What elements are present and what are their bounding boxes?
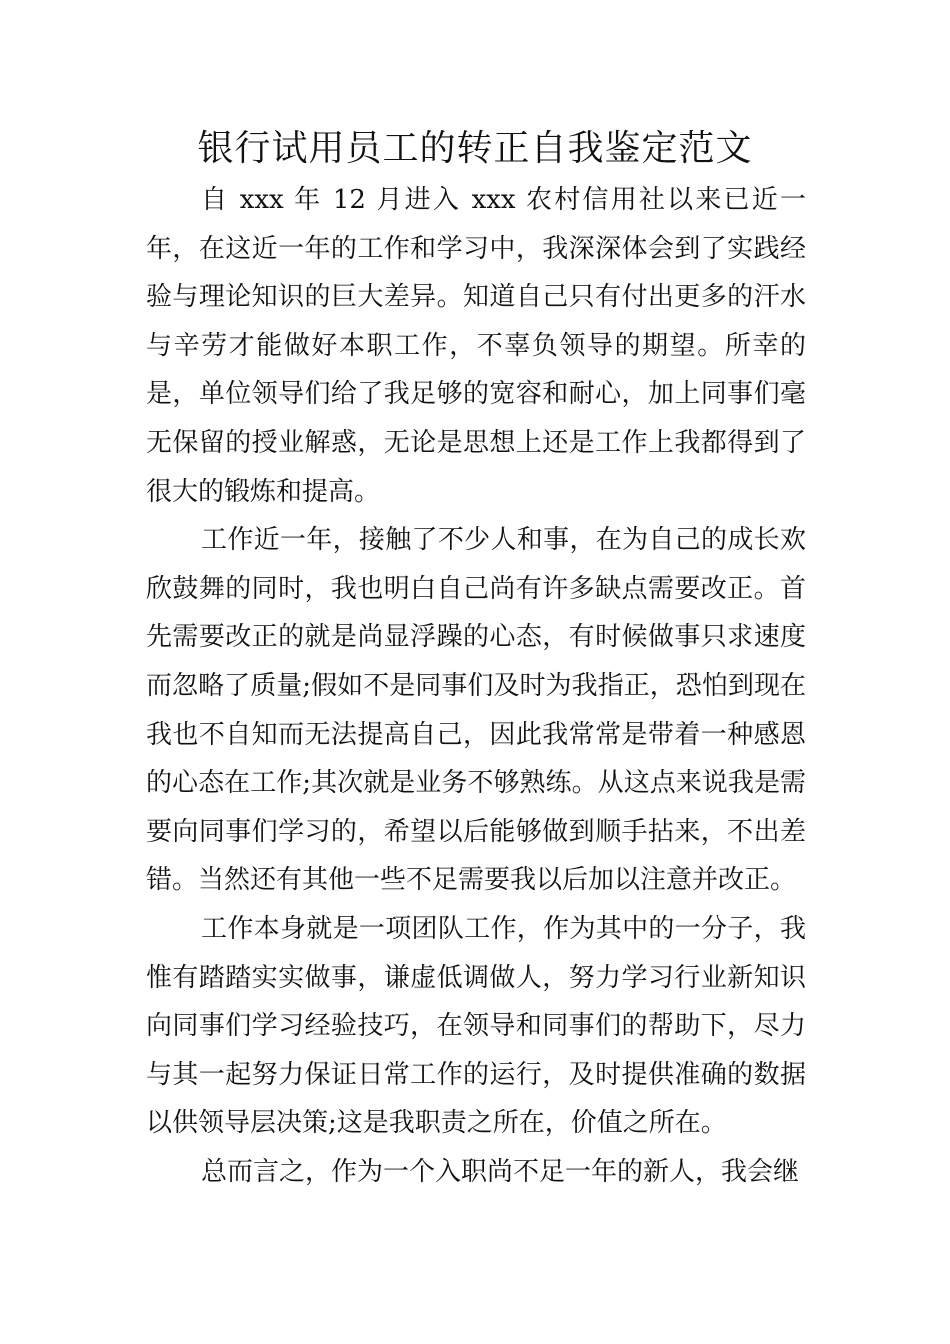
paragraph-2: 工作近一年，接触了不少人和事，在为自己的成长欢欣鼓舞的同时，我也明白自己尚有许多缺点需要改正。首先需要改正的就是尚显浮躁的心态，有时候做事只求速度而忽略了质量;假如不是同事们及时为我指正，恐怕到现在我也不自知而无法提高自己，因此我常常是带着一种感恩的心态在工作;其次就是业务不够熟练。从这点来说我是需要向同事们学习的，希望以后能够做到顺手拈来，不出差错。当然还有其他一些不足需要我以后加以注意并改正。 <box>146 525 806 896</box>
paragraph-1: 自 xxx 年 12 月进入 xxx 农村信用社以来已近一年，在这近一年的工作和学习中，我深深体会到了实践经验与理论知识的巨大差异。知道自己只有付出更多的汗水与辛劳才能做好本职工作，不辜负领导的期望。所幸的是，单位领导们给了我足够的宽容和耐心，加上同事们毫无保留的授业解惑，无论是思想上还是工作上我都得到了很大的锻炼和提高。 <box>146 185 806 507</box>
paragraph-3: 工作本身就是一项团队工作，作为其中的一分子，我惟有踏踏实实做事，谦虚低调做人，努力学习行业新知识向同事们学习经验技巧，在领导和同事们的帮助下，尽力与其一起努力保证日常工作的运行，及时提供准确的数据以供领导层决策;这是我职责之所在，价值之所在。 <box>146 913 806 1139</box>
document-title: 银行试用员工的转正自我鉴定范文 <box>197 128 753 169</box>
paragraph-4: 总而言之，作为一个入职尚不足一年的新人，我会继 <box>201 1156 800 1187</box>
document-body <box>146 176 806 1196</box>
